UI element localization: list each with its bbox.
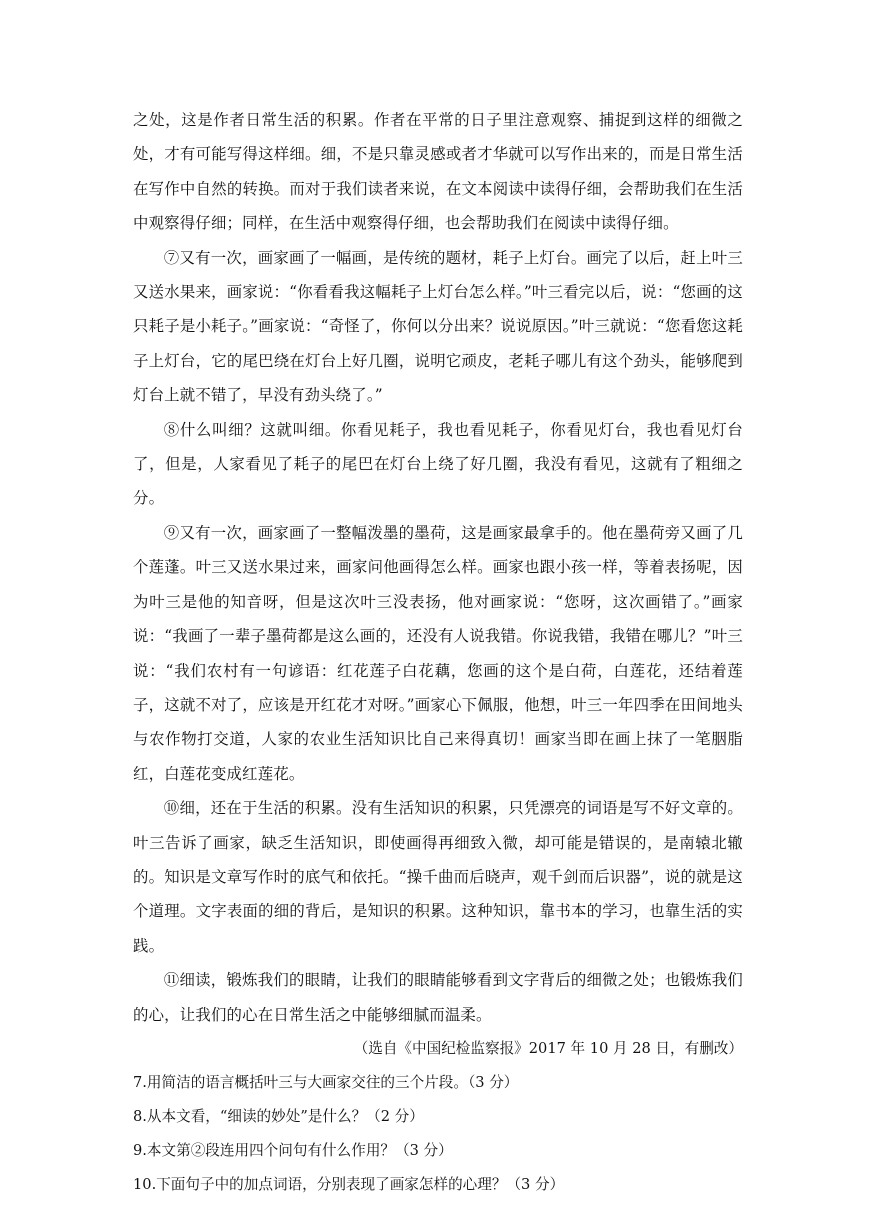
paragraph-11: ⑪细读，锻炼我们的眼睛，让我们的眼睛能够看到文字背后的细微之处；也锻炼我们的心，让我们的心在日常生活之中能够细腻而温柔。 [133,971,743,1024]
question-10: 10.下面句子中的加点词语，分别表现了画家怎样的心理？（3 分） [133,1175,565,1193]
paragraph-7: ⑦又有一次，画家画了一幅画，是传统的题材，耗子上灯台。画完了以后，赶上叶三又送水果来，画家说：“你看看我这幅耗子上灯台怎么样。”叶三看完以后，说：“您画的这只耗子是小耗子。”画家说：“奇怪了，你何以分出来？说说原因。”叶三就说：“您看您这耗子上灯台，它的尾巴绕在灯台上好几圈，说明它顽皮，老耗子哪儿有这个劲头，能够爬到灯台上就不错了，早没有劲头绕了。” [133,248,743,405]
source-citation: （选自《中国纪检监察报》2017 年 10 月 28 日，有删改） [353,1039,743,1057]
question-8: 8.从本文看，“细读的妙处”是什么？（2 分） [133,1107,424,1125]
document-page [133,103,743,1202]
paragraph-6-continued: 之处，这是作者日常生活的积累。作者在平常的日子里注意观察、捕捉到这样的细微之处，才有可能写得这样细。细，不是只靠灵感或者才华就可以写作出来的，而是日常生活在写作中自然的转换。而对于我们读者来说，在文本阅读中读得仔细，会帮助我们在生活中观察得仔细；同样，在生活中观察得仔细，也会帮助我们在阅读中读得仔细。 [133,111,743,233]
paragraph-9: ⑨又有一次，画家画了一整幅泼墨的墨荷，这是画家最拿手的。他在墨荷旁又画了几个莲蓬。叶三又送水果过来，画家问他画得怎么样。画家也跟小孩一样，等着表扬呢，因为叶三是他的知音呀，但是这次叶三没表扬，他对画家说：“您呀，这次画错了。”画家说：“我画了一辈子墨荷都是这么画的，还没有人说我错。你说我错，我错在哪儿？”叶三说：“我们农村有一句谚语：红花莲子白花藕，您画的这个是白荷，白莲花，还结着莲子，这就不对了，应该是开红花才对呀。”画家心下佩服，他想，叶三一年四季在田间地头与农作物打交道，人家的农业生活知识比自己来得真切！画家当即在画上抹了一笔胭脂红，白莲花变成红莲花。 [133,523,743,783]
paragraph-10: ⑩细，还在于生活的积累。没有生活知识的积累，只凭漂亮的词语是写不好文章的。叶三告诉了画家，缺乏生活知识，即使画得再细致入微，却可能是错误的，是南辕北辙的。知识是文章写作时的底气和依托。“操千曲而后晓声，观千剑而后识器”，说的就是这个道理。文字表面的细的背后，是知识的积累。这种知识，靠书本的学习，也靠生活的实践。 [133,799,743,955]
question-7: 7.用简洁的语言概括叶三与大画家交往的三个片段。（3 分） [133,1073,519,1091]
question-9: 9.本文第②段连用四个问句有什么作用？（3 分） [133,1141,453,1159]
paragraph-8: ⑧什么叫细？这就叫细。你看见耗子，我也看见耗子，你看见灯台，我也看见灯台了，但是，人家看见了耗子的尾巴在灯台上绕了好几圈，我没有看见，这就有了粗细之分。 [133,420,743,508]
